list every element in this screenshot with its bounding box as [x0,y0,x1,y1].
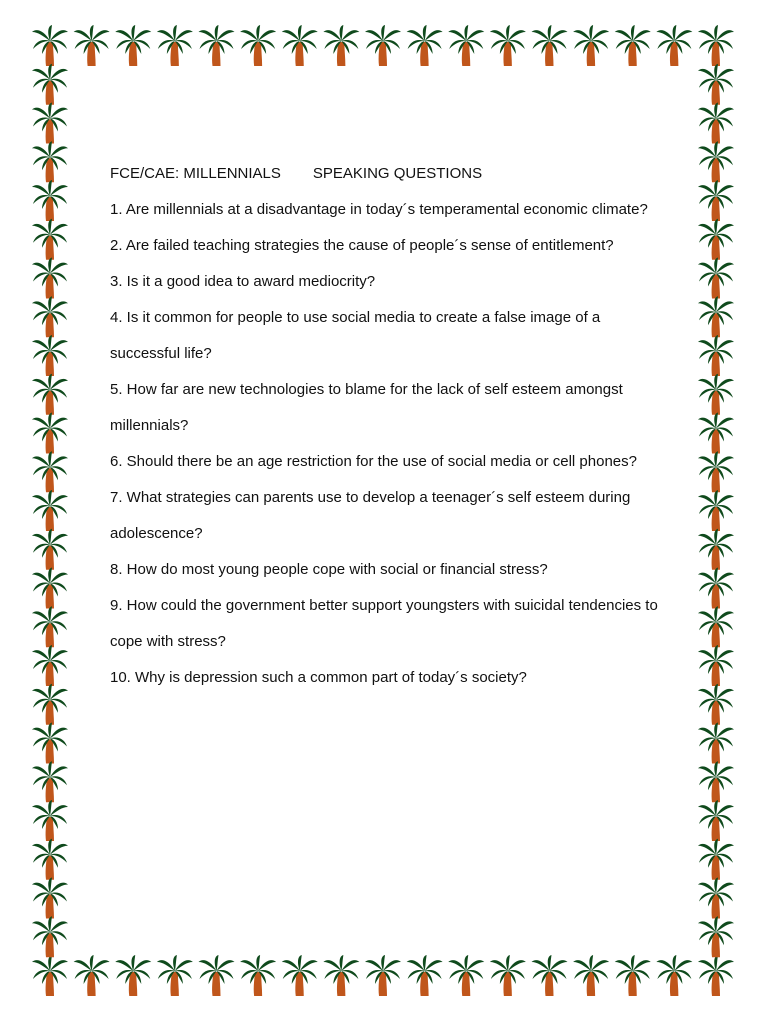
palm-tree-icon [240,955,276,996]
palm-tree-icon [74,955,110,996]
palm-tree-icon [448,955,484,996]
palm-tree-icon [365,955,401,996]
question-item: 10. Why is depression such a common part of today´s society? [110,669,527,686]
palm-tree-icon [573,25,609,66]
palm-tree-icon [698,490,734,531]
question-item: 2. Are failed teaching strategies the cause of people´s sense of entitlement? [110,237,614,254]
question-item: 9. How could the government better support youngsters with suicidal tendencies to cope with stress? [110,597,658,650]
question-list [110,156,670,696]
palm-tree-icon [240,25,276,66]
palm-tree-icon [698,413,734,454]
palm-tree-icon [698,451,734,492]
palm-tree-icon [157,955,193,996]
palm-tree-icon [32,529,68,570]
palm-tree-icon [32,374,68,415]
palm-tree-icon [32,916,68,957]
question-item: 4. Is it common for people to use social media to create a false image of a successful life? [110,309,601,362]
palm-tree-icon [32,413,68,454]
palm-tree-icon [698,180,734,221]
palm-tree-icon [698,296,734,337]
palm-tree-icon [32,606,68,647]
palm-tree-icon [365,25,401,66]
palm-tree-icon [698,723,734,764]
palm-tree-icon [698,141,734,182]
heading-left: FCE/CAE: MILLENNIALS [110,165,281,182]
palm-tree-icon [573,955,609,996]
palm-tree-icon [698,645,734,686]
palm-tree-icon [199,955,235,996]
palm-tree-icon [32,490,68,531]
palm-tree-icon [199,25,235,66]
palm-tree-icon [323,25,359,66]
palm-tree-icon [698,335,734,376]
palm-tree-icon [698,529,734,570]
palm-tree-icon [32,219,68,260]
palm-tree-icon [698,916,734,957]
palm-tree-icon [698,761,734,802]
palm-tree-icon [698,64,734,105]
palm-tree-icon [698,568,734,609]
palm-tree-icon [490,955,526,996]
palm-tree-icon [115,25,151,66]
palm-tree-icon [32,568,68,609]
palm-tree-icon [698,25,734,66]
palm-tree-icon [32,800,68,841]
palm-tree-icon [32,180,68,221]
palm-tree-icon [32,296,68,337]
heading-right: SPEAKING QUESTIONS [312,165,483,182]
palm-tree-icon [32,761,68,802]
palm-tree-icon [656,955,692,996]
palm-tree-icon [615,955,651,996]
palm-tree-icon [490,25,526,66]
palm-tree-icon [407,25,443,66]
palm-tree-icon [32,645,68,686]
question-item: 6. Should there be an age restriction for the use of social media or cell phones? [110,453,637,470]
palm-tree-icon [74,25,110,66]
palm-tree-icon [282,25,318,66]
question-item: 3. Is it a good idea to award mediocrity? [110,273,376,290]
palm-tree-icon [32,955,68,996]
palm-tree-icon [698,684,734,725]
palm-tree-icon [32,141,68,182]
palm-tree-icon [698,103,734,144]
palm-tree-icon [32,723,68,764]
palm-tree-icon [32,684,68,725]
palm-tree-icon [282,955,318,996]
palm-tree-icon [698,219,734,260]
palm-tree-icon [32,25,68,66]
question-item: 7. What strategies can parents use to develop a teenager´s self esteem during adolescence? [110,489,631,542]
palm-tree-icon [656,25,692,66]
palm-tree-icon [448,25,484,66]
palm-tree-icon [157,25,193,66]
palm-tree-icon [698,839,734,880]
palm-tree-icon [698,606,734,647]
palm-tree-icon [698,878,734,919]
palm-tree-icon [32,103,68,144]
palm-tree-icon [115,955,151,996]
palm-tree-icon [698,800,734,841]
palm-tree-icon [32,64,68,105]
palm-tree-icon [32,335,68,376]
palm-tree-icon [532,25,568,66]
palm-tree-icon [407,955,443,996]
question-item: 8. How do most young people cope with social or financial stress? [110,561,548,578]
palm-tree-icon [698,955,734,996]
palm-tree-icon [532,955,568,996]
palm-tree-icon [32,839,68,880]
palm-tree-icon [698,258,734,299]
palm-tree-icon [698,374,734,415]
question-item: 5. How far are new technologies to blame for the lack of self esteem amongst millennials? [110,381,623,434]
palm-tree-icon [32,451,68,492]
palm-tree-icon [32,878,68,919]
palm-tree-icon [32,258,68,299]
page-title [110,156,670,192]
question-item: 1. Are millennials at a disadvantage in today´s temperamental economic climate? [110,201,648,218]
palm-tree-icon [615,25,651,66]
palm-tree-icon [323,955,359,996]
